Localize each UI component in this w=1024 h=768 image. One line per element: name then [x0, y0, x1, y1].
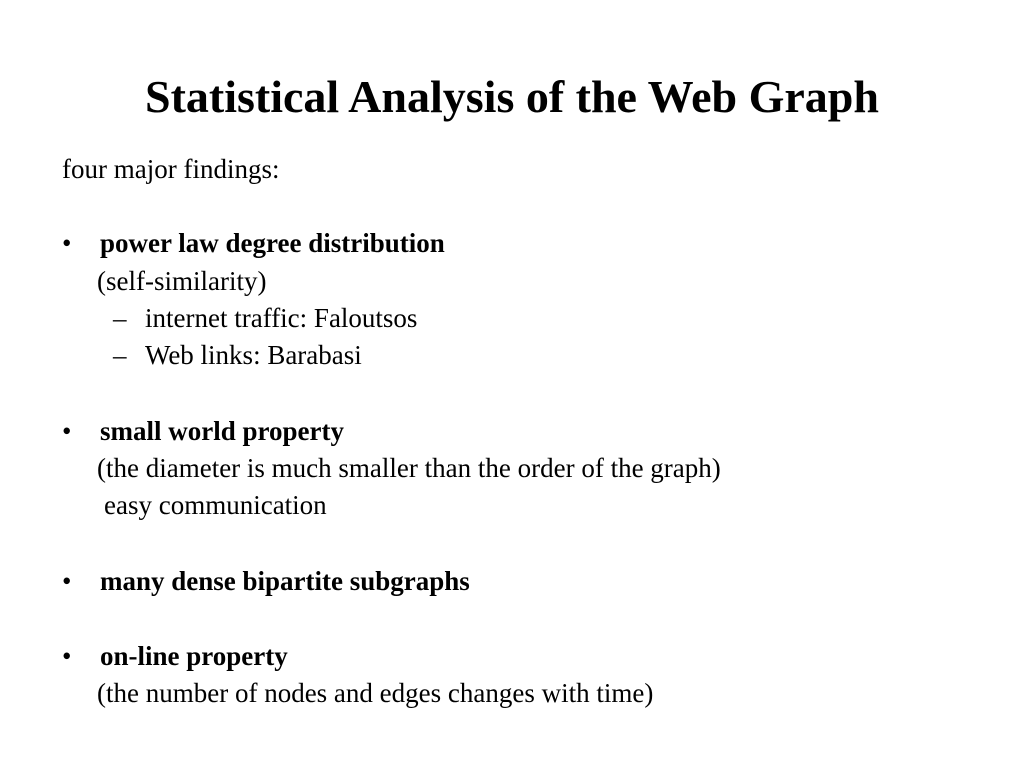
finding-heading-power-law: power law degree distribution — [100, 228, 445, 258]
bullet-icon: • — [62, 641, 72, 671]
finding-detail: (self-similarity) — [97, 266, 267, 296]
finding-detail: (the number of nodes and edges changes with time) — [97, 678, 654, 708]
subitem-web-links: Web links: Barabasi — [145, 340, 362, 370]
bullet-icon: • — [62, 566, 72, 596]
slide-title: Statistical Analysis of the Web Graph — [145, 71, 879, 122]
finding-heading-online: on-line property — [100, 641, 288, 671]
bullet-icon: • — [62, 228, 72, 258]
finding-heading-small-world: small world property — [100, 416, 344, 446]
finding-detail: easy communication — [104, 490, 327, 520]
intro-text: four major findings: — [62, 154, 280, 184]
finding-heading-bipartite: many dense bipartite subgraphs — [100, 566, 470, 596]
bullet-icon: • — [62, 416, 72, 446]
subitem-internet-traffic: internet traffic: Faloutsos — [145, 303, 418, 333]
dash-icon: – — [113, 303, 127, 333]
dash-icon: – — [113, 340, 127, 370]
finding-detail: (the diameter is much smaller than the order of the graph) — [97, 453, 721, 483]
